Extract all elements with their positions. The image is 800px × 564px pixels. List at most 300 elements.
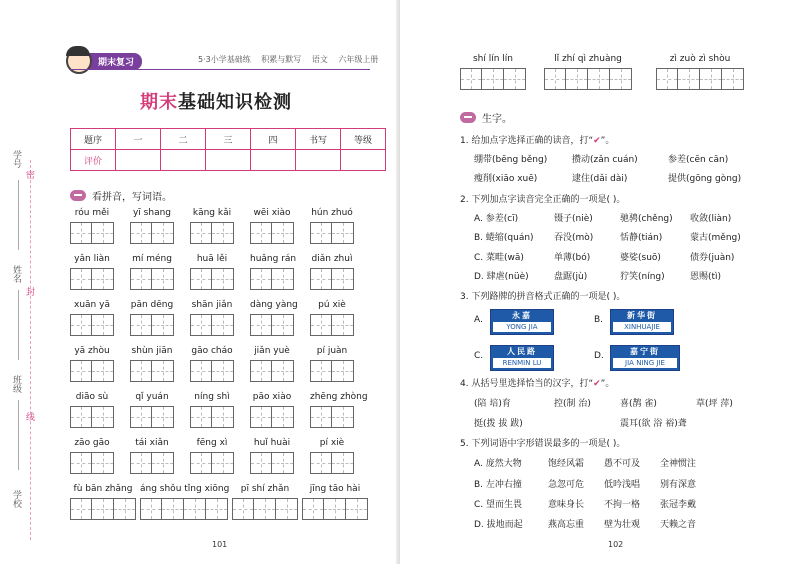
writing-boxes — [130, 452, 174, 474]
margin-mark-seal: 密 — [26, 171, 36, 181]
option-item[interactable]: D. 肆虐(nüè) — [474, 272, 529, 282]
sign-pinyin: XINHUAJIE — [613, 322, 671, 332]
option-item[interactable]: 婆娑(suō) — [620, 253, 661, 263]
section-one-heading — [70, 188, 172, 203]
writing-box[interactable] — [700, 68, 722, 90]
word-cell — [130, 300, 174, 336]
question-5: 5. 下列词语中字形错误最多的一项是( )。 — [460, 439, 626, 449]
option-item[interactable]: 镊子(niè) — [554, 214, 593, 224]
writing-boxes — [250, 452, 294, 474]
writing-box[interactable] — [272, 268, 294, 290]
char-choice[interactable]: 挺(拨 拔 跋) — [474, 419, 523, 429]
score-cell[interactable] — [161, 150, 206, 171]
word-cell — [250, 346, 294, 382]
writing-box[interactable] — [212, 268, 234, 290]
binding-margin — [0, 0, 38, 564]
writing-box[interactable] — [566, 68, 588, 90]
sign-chinese: 永嘉 — [512, 311, 532, 320]
reading-choice[interactable]: 攒动(zǎn cuán) — [572, 155, 638, 165]
writing-boxes — [130, 222, 174, 244]
word-cell — [232, 484, 298, 520]
section-bullet-icon — [460, 112, 476, 123]
writing-box[interactable] — [70, 268, 92, 290]
pinyin-label: lǐ zhí qì zhuàng — [554, 54, 622, 64]
writing-box[interactable] — [232, 498, 254, 520]
writing-box[interactable] — [130, 268, 152, 290]
writing-box[interactable] — [190, 222, 212, 244]
writing-box[interactable] — [92, 314, 114, 336]
pinyin-label: huǐ huài — [253, 438, 291, 448]
writing-box[interactable] — [332, 268, 354, 290]
writing-box[interactable] — [70, 406, 92, 428]
pinyin-label: pí juàn — [316, 346, 348, 356]
word-cell — [250, 392, 294, 428]
writing-box[interactable] — [92, 406, 114, 428]
writing-boxes — [130, 314, 174, 336]
word-cell — [190, 254, 234, 290]
writing-box[interactable] — [212, 452, 234, 474]
pinyin-label: yǎn liàn — [74, 254, 110, 264]
writing-box[interactable] — [250, 452, 272, 474]
option-item[interactable]: 全神惯注 — [660, 459, 697, 469]
writing-box[interactable] — [152, 360, 174, 382]
writing-boxes — [70, 222, 114, 244]
reading-choice[interactable]: 提供(gōng gòng) — [668, 174, 742, 184]
sign-chinese: 新华街 — [627, 311, 657, 320]
review-badge — [66, 48, 142, 74]
score-cell[interactable] — [206, 150, 251, 171]
sign-pinyin: RENMIN LU — [493, 358, 551, 368]
word-cell — [250, 254, 297, 290]
writing-box[interactable] — [92, 452, 114, 474]
writing-box[interactable] — [276, 498, 298, 520]
word-cell — [70, 346, 114, 382]
sign-pinyin: JIA NING JIE — [613, 358, 677, 368]
option-item[interactable]: 债券(juàn) — [690, 253, 735, 263]
word-cell — [190, 208, 234, 244]
writing-box[interactable] — [184, 498, 206, 520]
writing-box[interactable] — [130, 452, 152, 474]
pinyin-label: xuān yā — [74, 300, 110, 310]
section-one-title: 看拼音，写词语。 — [92, 192, 172, 203]
writing-box[interactable] — [162, 498, 184, 520]
word-cell — [70, 254, 114, 290]
writing-boxes — [190, 222, 234, 244]
writing-box[interactable] — [212, 222, 234, 244]
section-bullet-icon — [70, 190, 86, 201]
street-sign[interactable] — [490, 309, 554, 335]
pinyin-label: gāo cháo — [191, 346, 233, 356]
pinyin-label: zāo gāo — [74, 438, 110, 448]
writing-box[interactable] — [152, 314, 174, 336]
page-header — [198, 54, 386, 65]
writing-box[interactable] — [482, 68, 504, 90]
writing-box[interactable] — [310, 268, 332, 290]
pinyin-label: zì zuò zì shòu — [669, 54, 731, 64]
score-cell[interactable] — [296, 150, 341, 171]
word-cell — [250, 300, 298, 336]
writing-box[interactable] — [332, 406, 354, 428]
writing-box[interactable] — [130, 360, 152, 382]
reading-choice[interactable]: 参差(cēn cān) — [668, 155, 729, 165]
section-two-heading — [460, 110, 512, 125]
writing-box[interactable] — [460, 68, 482, 90]
writing-box[interactable] — [302, 498, 324, 520]
writing-boxes — [250, 222, 294, 244]
option-item[interactable]: 恩赐(tì) — [690, 272, 722, 282]
street-sign[interactable] — [490, 345, 554, 371]
writing-boxes — [250, 268, 294, 290]
writing-box[interactable] — [272, 406, 294, 428]
writing-box[interactable] — [272, 452, 294, 474]
writing-boxes — [460, 68, 526, 90]
pinyin-label: qǐ yuán — [135, 392, 169, 402]
writing-boxes — [544, 68, 632, 90]
pinyin-label: dião sù — [75, 392, 109, 402]
writing-boxes — [190, 314, 234, 336]
writing-box[interactable] — [92, 498, 114, 520]
writing-box[interactable] — [250, 268, 272, 290]
word-cell — [130, 392, 174, 428]
option-item[interactable]: 愚不可及 — [604, 459, 641, 469]
writing-box[interactable] — [92, 360, 114, 382]
writing-box[interactable] — [130, 222, 152, 244]
char-choice[interactable]: 震耳(欲 浴 裕)聋 — [620, 419, 687, 429]
pinyin-label: pú xiè — [318, 300, 346, 310]
page-number-right: 102 — [608, 540, 624, 549]
writing-boxes — [190, 452, 234, 474]
margin-mark-line: 线 — [26, 413, 36, 423]
score-head-cell: 等级 — [341, 129, 386, 150]
sign-option-label[interactable]: C. — [474, 351, 484, 361]
word-cell — [140, 484, 228, 520]
margin-school: 学校 — [11, 490, 21, 508]
option-item[interactable]: 饱经风霜 — [548, 459, 585, 469]
writing-boxes — [70, 406, 114, 428]
margin-student-no: 学号 — [11, 150, 21, 168]
writing-box[interactable] — [272, 314, 294, 336]
writing-boxes — [656, 68, 744, 90]
char-choice[interactable]: 草(坪 萍) — [696, 399, 733, 409]
top-word-cell — [460, 54, 526, 90]
word-cell — [310, 346, 354, 382]
writing-box[interactable] — [130, 314, 152, 336]
pinyin-label: pāo xiào — [252, 392, 292, 402]
score-cell[interactable] — [116, 150, 161, 171]
pinyin-label: tái xiǎn — [135, 438, 169, 448]
option-item[interactable]: B. 蜷缩(quán) — [474, 233, 534, 243]
sign-option-label[interactable]: D. — [594, 351, 604, 361]
option-item[interactable]: C. 菜畦(wā) — [474, 253, 524, 263]
sign-option-label[interactable]: A. — [474, 315, 483, 325]
writing-box[interactable] — [190, 452, 212, 474]
option-item[interactable]: 单薄(bó) — [554, 253, 591, 263]
char-choice[interactable]: (陪 培)育 — [474, 399, 511, 409]
badge-label: 期末复习 — [88, 53, 142, 70]
writing-boxes — [190, 268, 234, 290]
word-cell — [302, 484, 368, 520]
score-eval-label: 评价 — [71, 150, 116, 171]
writing-boxes — [140, 498, 228, 520]
word-cell — [190, 438, 234, 474]
option-item[interactable]: 燕高忘重 — [548, 520, 585, 530]
question-1 — [460, 133, 614, 146]
score-header-row — [71, 129, 386, 150]
top-word-cell — [656, 54, 744, 90]
word-cell — [70, 484, 136, 520]
writing-box[interactable] — [250, 314, 272, 336]
pinyin-label: huǎng rán — [250, 254, 297, 264]
margin-mark-seal: 封 — [26, 288, 36, 298]
pinyin-label: fù bān zhǎng — [73, 484, 133, 494]
word-cell — [310, 208, 354, 244]
reading-choice[interactable]: 瘦削(xiāo xuē) — [474, 174, 538, 184]
writing-box[interactable] — [254, 498, 276, 520]
writing-box[interactable] — [152, 452, 174, 474]
writing-boxes — [70, 360, 114, 382]
writing-box[interactable] — [324, 498, 346, 520]
street-sign[interactable] — [610, 309, 674, 335]
word-cell — [250, 438, 294, 474]
char-choice[interactable]: 控(制 治) — [554, 399, 591, 409]
word-cell — [130, 208, 174, 244]
sign-chinese: 嘉宁街 — [630, 347, 660, 356]
word-cell — [310, 300, 354, 336]
writing-box[interactable] — [610, 68, 632, 90]
word-cell — [310, 392, 368, 428]
top-word-cell — [544, 54, 632, 90]
writing-box[interactable] — [346, 498, 368, 520]
pinyin-label: pān dēng — [130, 300, 174, 310]
writing-boxes — [70, 452, 114, 474]
writing-box[interactable] — [140, 498, 162, 520]
page-number-left: 101 — [212, 540, 228, 549]
pinyin-label: diǎn zhuì — [311, 254, 353, 264]
pinyin-label: pí xiè — [319, 438, 345, 448]
writing-boxes — [250, 314, 294, 336]
page-title — [140, 88, 292, 114]
score-cell[interactable] — [341, 150, 386, 171]
writing-box[interactable] — [332, 360, 354, 382]
writing-box[interactable] — [190, 406, 212, 428]
option-item[interactable]: 张冠李戴 — [660, 500, 697, 510]
writing-box[interactable] — [212, 314, 234, 336]
writing-boxes — [70, 314, 114, 336]
word-cell — [130, 346, 174, 382]
option-item[interactable]: 恬静(tián) — [620, 233, 663, 243]
word-cell — [190, 346, 234, 382]
writing-box[interactable] — [310, 452, 332, 474]
score-head-cell: 二 — [161, 129, 206, 150]
street-sign[interactable] — [610, 345, 680, 371]
writing-box[interactable] — [310, 314, 332, 336]
writing-box[interactable] — [250, 406, 272, 428]
writing-box[interactable] — [678, 68, 700, 90]
writing-box[interactable] — [212, 406, 234, 428]
writing-box[interactable] — [152, 406, 174, 428]
pinyin-label: jīng tāo hài — [309, 484, 361, 494]
writing-boxes — [70, 498, 136, 520]
pinyin-label: dàng yàng — [250, 300, 298, 310]
header-subject: 语文 — [311, 55, 328, 64]
sign-option-label[interactable]: B. — [594, 315, 604, 325]
header-series: 积累与默写 — [261, 55, 302, 64]
option-item[interactable]: 低吟浅唱 — [604, 480, 641, 490]
char-choice[interactable]: 喜(鹊 雀) — [620, 399, 657, 409]
writing-boxes — [310, 268, 354, 290]
writing-boxes — [302, 498, 368, 520]
writing-box[interactable] — [70, 314, 92, 336]
option-item[interactable]: 盘踞(jù) — [554, 272, 588, 282]
pinyin-label: shùn jiān — [131, 346, 173, 356]
writing-box[interactable] — [272, 360, 294, 382]
writing-boxes — [310, 406, 354, 428]
writing-box[interactable] — [250, 360, 272, 382]
margin-rule — [18, 180, 19, 250]
option-item[interactable]: 不拘一格 — [604, 500, 641, 510]
pinyin-label: pī shí zhǎn — [240, 484, 290, 494]
writing-box[interactable] — [504, 68, 526, 90]
title-accent: 期末 — [140, 92, 178, 113]
writing-box[interactable] — [310, 406, 332, 428]
pinyin-label: zhēng zhòng — [310, 392, 368, 402]
writing-box[interactable] — [212, 360, 234, 382]
header-brand: 5·3小学基础练 — [198, 55, 251, 64]
word-cell — [130, 254, 174, 290]
word-cell — [190, 300, 234, 336]
margin-rule — [18, 400, 19, 470]
pinyin-label: mí méng — [132, 254, 172, 264]
option-item[interactable]: 壁为壮观 — [604, 520, 641, 530]
question-4-text: 4. 从括号里选择恰当的汉字，打“ — [460, 379, 594, 389]
question-4-end: ”。 — [600, 379, 615, 389]
writing-box[interactable] — [310, 222, 332, 244]
writing-box[interactable] — [190, 314, 212, 336]
writing-box[interactable] — [70, 222, 92, 244]
section-two-title: 生字。 — [482, 114, 512, 125]
question-1-end: ”。 — [600, 136, 615, 146]
option-item[interactable]: 吞没(mò) — [554, 233, 594, 243]
option-item[interactable]: 蒙古(měng) — [690, 233, 741, 243]
option-item[interactable]: A. 庞然大物 — [474, 459, 522, 469]
word-cell — [70, 208, 114, 244]
writing-box[interactable] — [332, 452, 354, 474]
writing-box[interactable] — [92, 222, 114, 244]
sign-chinese: 人民路 — [507, 347, 537, 356]
option-item[interactable]: 别有深意 — [660, 480, 697, 490]
writing-box[interactable] — [250, 222, 272, 244]
title-main: 基础知识检测 — [178, 92, 292, 113]
writing-box[interactable] — [310, 360, 332, 382]
word-cell — [130, 438, 174, 474]
option-item[interactable]: B. 左冲右撞 — [474, 480, 522, 490]
pinyin-label: yī shang — [132, 208, 171, 218]
pinyin-label: huā lěi — [196, 254, 228, 264]
option-item[interactable]: 急忽可危 — [548, 480, 585, 490]
header-divider — [70, 69, 370, 70]
writing-box[interactable] — [332, 222, 354, 244]
score-head-cell: 书写 — [296, 129, 341, 150]
option-item[interactable]: 驰骋(chěng) — [620, 214, 673, 224]
writing-boxes — [310, 452, 354, 474]
writing-box[interactable] — [272, 222, 294, 244]
header-grade: 六年级上册 — [338, 55, 379, 64]
word-cell — [310, 438, 354, 474]
option-item[interactable]: 收敛(liàn) — [690, 214, 732, 224]
writing-boxes — [130, 360, 174, 382]
writing-boxes — [310, 360, 354, 382]
writing-box[interactable] — [130, 406, 152, 428]
pinyin-label: níng shì — [194, 392, 230, 402]
writing-boxes — [232, 498, 298, 520]
writing-box[interactable] — [70, 452, 92, 474]
pinyin-label: shí lín lín — [472, 54, 514, 64]
writing-box[interactable] — [152, 268, 174, 290]
pinyin-label: áng shǒu tǐng xiōng — [140, 484, 230, 494]
writing-boxes — [250, 360, 294, 382]
reading-choice[interactable]: 绷带(bēng běng) — [474, 155, 548, 165]
writing-boxes — [130, 268, 174, 290]
score-cell[interactable] — [251, 150, 296, 171]
writing-box[interactable] — [588, 68, 610, 90]
writing-box[interactable] — [544, 68, 566, 90]
writing-box[interactable] — [656, 68, 678, 90]
writing-boxes — [70, 268, 114, 290]
option-item[interactable]: C. 望而生畏 — [474, 500, 523, 510]
question-4 — [460, 376, 614, 389]
writing-box[interactable] — [190, 360, 212, 382]
check-mark-icon: ✔ — [593, 379, 601, 389]
option-item[interactable]: D. 拔地而起 — [474, 520, 523, 530]
option-item[interactable]: A. 参差(cī) — [474, 214, 519, 224]
question-1-text: 1. 给加点字选择正确的读音，打“ — [460, 136, 594, 146]
option-item[interactable]: 天赖之音 — [660, 520, 697, 530]
score-head-cell: 题序 — [71, 129, 116, 150]
pinyin-label: yā zhòu — [74, 346, 110, 356]
pinyin-label: hún zhuó — [311, 208, 353, 218]
writing-box[interactable] — [70, 360, 92, 382]
score-head-cell: 四 — [251, 129, 296, 150]
score-eval-row — [71, 150, 386, 171]
cut-line — [30, 160, 31, 540]
sign-pinyin: YONG JIA — [493, 322, 551, 332]
writing-boxes — [310, 222, 354, 244]
margin-class: 班级 — [11, 375, 21, 393]
writing-box[interactable] — [92, 268, 114, 290]
word-cell — [70, 392, 114, 428]
writing-box[interactable] — [722, 68, 744, 90]
word-cell — [250, 208, 294, 244]
pinyin-label: fēng xì — [196, 438, 228, 448]
student-avatar-icon — [66, 48, 92, 74]
pinyin-label: kāng kǎi — [192, 208, 232, 218]
writing-box[interactable] — [152, 222, 174, 244]
writing-boxes — [130, 406, 174, 428]
word-cell — [310, 254, 354, 290]
word-cell — [70, 438, 114, 474]
writing-box[interactable] — [332, 314, 354, 336]
writing-box[interactable] — [70, 498, 92, 520]
option-item[interactable]: 狞笑(níng) — [620, 272, 665, 282]
writing-box[interactable] — [114, 498, 136, 520]
reading-choice[interactable]: 逮住(dǎi dài) — [572, 174, 628, 184]
question-2: 2. 下列加点字读音完全正确的一项是( )。 — [460, 195, 626, 205]
option-item[interactable]: 意味身长 — [548, 500, 585, 510]
writing-box[interactable] — [190, 268, 212, 290]
score-head-cell: 一 — [116, 129, 161, 150]
pinyin-label: wēi xiào — [253, 208, 291, 218]
writing-box[interactable] — [206, 498, 228, 520]
